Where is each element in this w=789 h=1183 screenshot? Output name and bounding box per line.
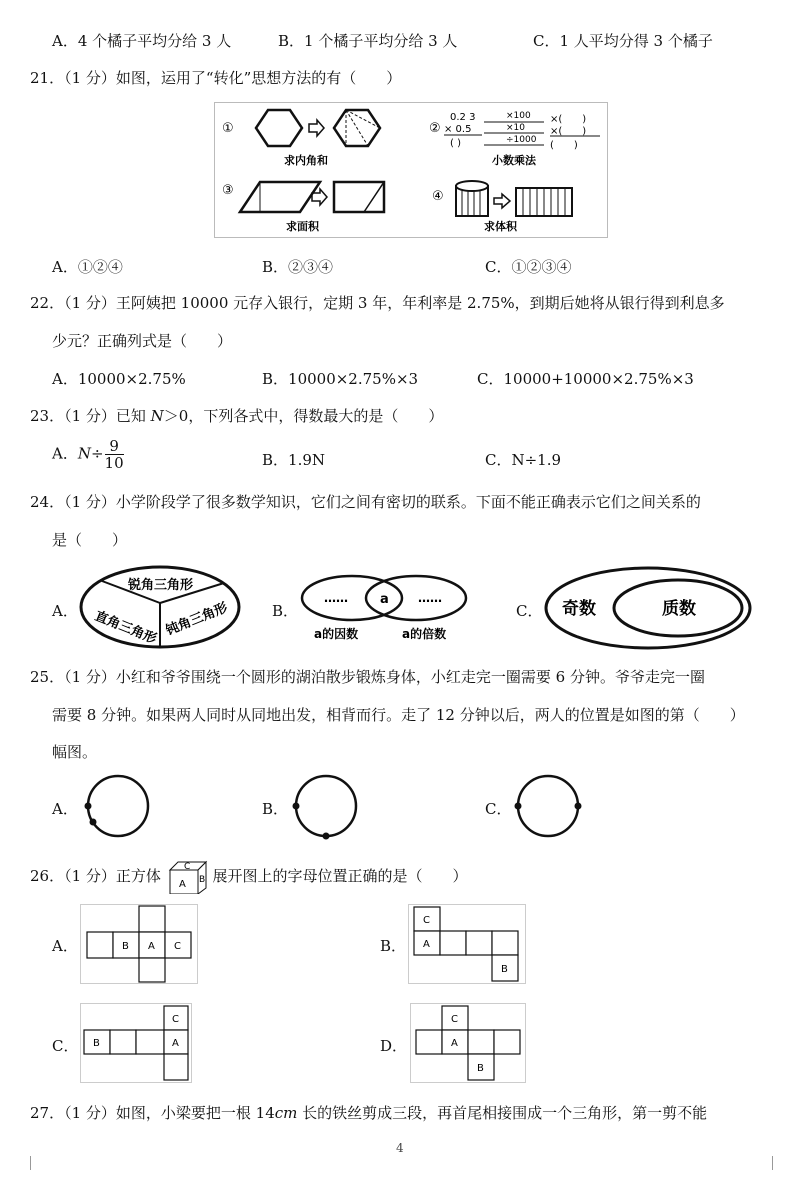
q23-option-a-fraction: $\frac{9}{10}$ (104, 437, 124, 472)
q24-fig-b-label-factors: a的因数 (314, 627, 359, 641)
q24-fig-a-obtuse: 钝角三角形 (163, 600, 230, 639)
q24-figure-a (78, 563, 242, 651)
q25-stem-line1: 25．（1 分）小红和爷爷围绕一个圆形的湖泊散步锻炼身体，小红走完一圈需要 6 分钟。爷爷走完一圈 (30, 668, 705, 686)
q23-option-a: A．N÷ $\frac{9}{10}$ (52, 437, 124, 472)
cuboid-shape (516, 188, 572, 216)
q26-net-b (408, 904, 526, 984)
q24-fig-b-label-multiples: a的倍数 (402, 627, 447, 641)
rectangle-cut (364, 182, 384, 212)
lake-circle (88, 776, 148, 836)
svg-text:A: A (423, 939, 430, 950)
q25-stem-line3: 幅图。 (52, 743, 98, 761)
q26-net-d (410, 1003, 526, 1083)
q21-fig-label-4: 求体积 (484, 220, 517, 233)
q24-fig-b-dots-right: …… (418, 591, 442, 605)
q26-net-c (80, 1003, 192, 1083)
svg-text:C: C (172, 1014, 179, 1025)
q21-fig-m2: ×10 (506, 123, 525, 133)
page-number: 4 (396, 1141, 404, 1155)
svg-text:( ): ( ) (550, 140, 578, 151)
q24-fig-b-dots-left: …… (324, 591, 348, 605)
q24-stem-line1: 24．（1 分）小学阶段学了很多数学知识，它们之间有密切的联系。下面不能正确表示它们之间关系的 (30, 493, 701, 511)
svg-text:C: C (451, 1014, 458, 1025)
lake-circle (296, 776, 356, 836)
q26-stem: 26．（1 分）正方体 C A B 展开图上的字母位置正确的是（ ） (30, 860, 467, 894)
cylinder-shape (456, 181, 488, 216)
hexagon-shape (256, 110, 302, 146)
q24-fig-c-inner: 质数 (662, 599, 696, 619)
svg-text:B: B (501, 964, 508, 975)
q21-fig-circle-3: ③ (222, 183, 234, 198)
position-dot (293, 803, 300, 810)
q21-option-a: A．①②④ (52, 258, 123, 276)
q22-stem-line2: 少元？正确列式是（ ） (52, 332, 233, 350)
cube-front-letter: A (178, 879, 186, 890)
q26-option-a: A． (52, 937, 78, 955)
q21-figure-border (215, 103, 608, 238)
position-dot (90, 819, 97, 826)
q21-fig-circle-1: ① (222, 121, 234, 136)
q21-stem: 21．（1 分）如图，运用了“转化”思想方法的有（ ） (30, 69, 402, 87)
q25-figure-b (290, 772, 360, 840)
q24-stem-line2: 是（ ） (52, 531, 128, 549)
q21-option-b: B．②③④ (262, 258, 334, 276)
cube-icon (166, 860, 208, 894)
q24-fig-a-acute: 锐角三角形 (128, 578, 194, 593)
footer-margin-mark-left (30, 1156, 31, 1170)
q21-fig-circle-2: ② (429, 121, 441, 136)
q25-option-a: A． (52, 800, 78, 818)
q23-stem-var: N (150, 407, 164, 425)
q21-option-c: C．①②③④ (485, 258, 572, 276)
position-dot (515, 803, 522, 810)
q22-stem-line1: 22．（1 分）王阿姨把 10000 元存入银行，定期 3 年，年利率是 2.75%，到期后她将从银行得到利息多 (30, 294, 725, 312)
q24-figure-b (296, 570, 472, 644)
q21-fig-num2: × 0.5 (444, 124, 472, 135)
q21-fig-circle-4: ④ (432, 189, 444, 204)
q20-option-c: C．1 人平均分得 3 个橘子 (533, 32, 713, 50)
svg-text:B: B (93, 1038, 100, 1049)
lake-circle (518, 776, 578, 836)
q21-fig-label-2: 小数乘法 (492, 154, 536, 167)
q26-option-d: D． (380, 1037, 408, 1055)
q25-option-b: B． (262, 800, 289, 818)
svg-text:B: B (122, 941, 129, 952)
q20-option-b: B．1 个橘子平均分给 3 人 (278, 32, 458, 50)
q25-figure-a (82, 772, 152, 840)
q24-figure-c (542, 564, 756, 652)
q25-option-c: C． (485, 800, 512, 818)
cube-side-letter: B (198, 875, 205, 885)
q21-fig-m3: ÷1000 (506, 135, 537, 145)
q21-fig-label-3: 求面积 (286, 220, 319, 233)
q24-fig-a-right: 直角三角形 (92, 608, 159, 648)
q23-option-b: B．1.9N (262, 451, 326, 469)
svg-text:A: A (451, 1038, 458, 1049)
q23-stem: 23．（1 分）已知 N＞0，下列各式中，得数最大的是（ ） (30, 407, 444, 425)
q22-option-c: C．10000+10000×2.75%×3 (477, 370, 694, 388)
svg-text:A: A (172, 1038, 179, 1049)
svg-text:C: C (423, 915, 430, 926)
svg-text:C: C (174, 941, 181, 952)
q24-option-a: A． (52, 602, 78, 620)
q21-fig-m1: ×100 (506, 111, 531, 121)
q22-option-a: A．10000×2.75% (52, 370, 186, 388)
position-dot (85, 803, 92, 810)
footer-margin-mark-right (772, 1156, 773, 1170)
svg-text:B: B (477, 1063, 484, 1074)
arrow-icon (494, 194, 510, 208)
q21-fig-num1: 0.2 3 (450, 112, 476, 123)
q24-option-b: B． (272, 602, 299, 620)
position-dot (323, 833, 330, 840)
q22-option-b: B．10000×2.75%×3 (262, 370, 419, 388)
svg-text:×( ): ×( ) (550, 114, 587, 125)
cube-top-letter: C (183, 862, 190, 872)
q20-option-a: A．4 个橘子平均分给 3 人 (52, 32, 232, 50)
q24-fig-c-outer: 奇数 (562, 599, 596, 619)
parallelogram-shape (240, 182, 320, 212)
q24-option-c: C． (516, 602, 543, 620)
q24-fig-b-center: a (380, 592, 389, 607)
svg-text:×( ): ×( ) (550, 126, 587, 137)
q26-option-b: B． (380, 937, 407, 955)
q26-net-a (80, 904, 198, 984)
q21-fig-label-1: 求内角和 (284, 154, 328, 167)
q21-figure (214, 102, 608, 238)
q25-stem-line2: 需要 8 分钟。如果两人同时从同地出发，相背而行。走了 12 分钟以后，两人的位置是如图的第（ ） (52, 706, 745, 724)
q25-figure-c (512, 772, 582, 840)
position-dot (575, 803, 582, 810)
q23-option-c: C．N÷1.9 (485, 451, 562, 469)
rectangle-shape (334, 182, 384, 212)
q21-fig-num3: ( ) (450, 138, 461, 149)
arrow-icon (309, 120, 324, 136)
svg-text:A: A (148, 941, 155, 952)
q27-stem-line1: 27．（1 分）如图，小梁要把一根 14cm 长的铁丝剪成三段，再首尾相接围成一个三角形，第一剪不能 (30, 1104, 708, 1122)
q26-option-c: C． (52, 1037, 79, 1055)
